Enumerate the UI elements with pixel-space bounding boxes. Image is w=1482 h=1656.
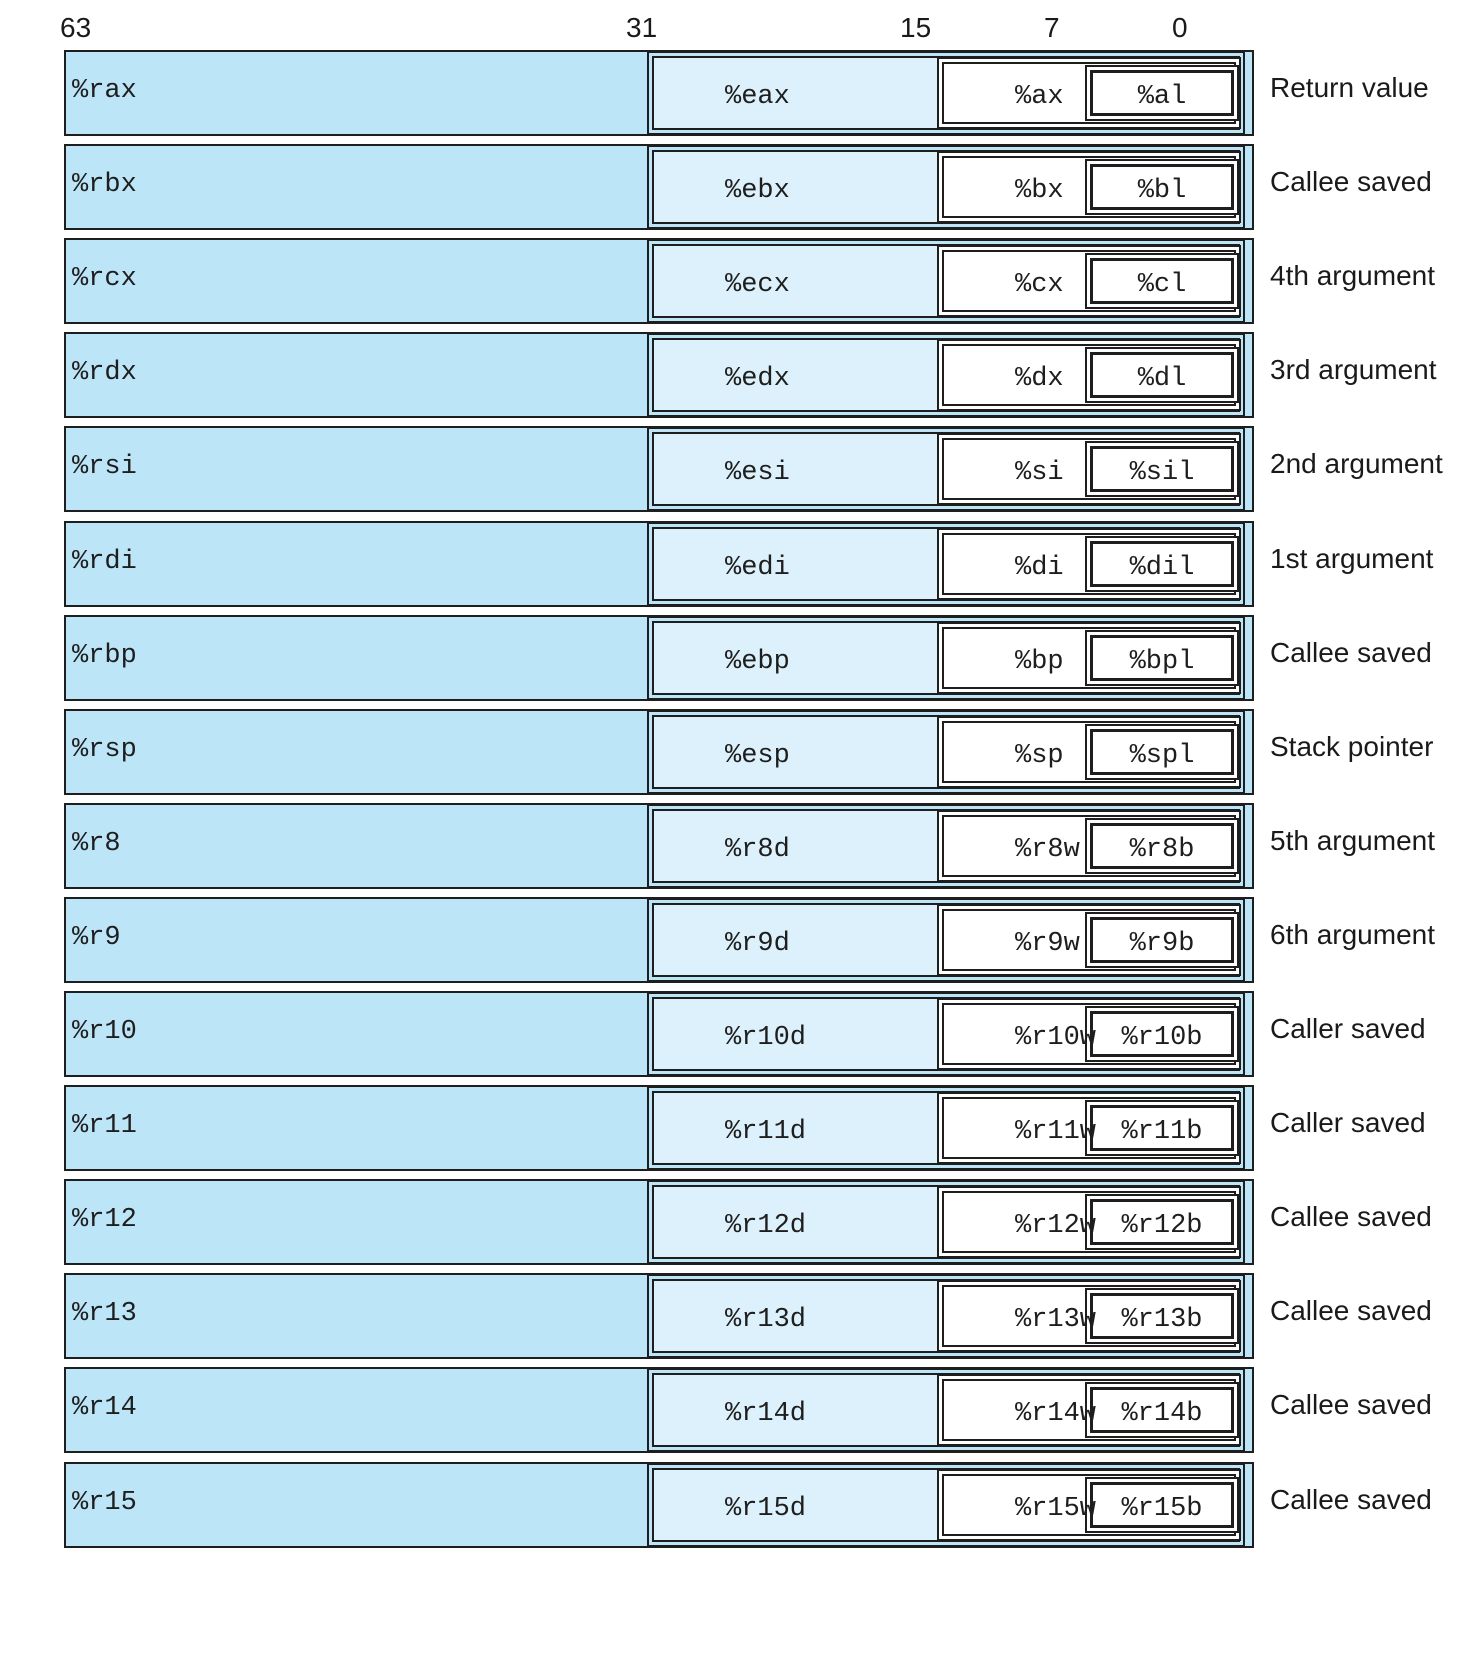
register-32-name: %eax (725, 82, 790, 112)
register-8-name: %r8b (1129, 835, 1195, 865)
register-usage-label: 4th argument (1270, 260, 1435, 291)
register-usage-label: 6th argument (1270, 919, 1435, 950)
bit-label: 0 (1172, 12, 1188, 43)
register-32-name: %r13d (725, 1305, 807, 1335)
register-64-name: %rdi (72, 547, 137, 577)
register-8-name: %spl (1129, 741, 1195, 771)
register-32-name: %ecx (725, 270, 790, 300)
register-16-name: %r14w (1015, 1399, 1097, 1429)
register-32-name: %r14d (725, 1399, 807, 1429)
register-64-name: %r11 (72, 1111, 137, 1141)
register-8-name: %r11b (1121, 1117, 1203, 1147)
register-row (64, 521, 1434, 607)
register-row (64, 1085, 1426, 1171)
register-16-name: %r8w (1015, 835, 1080, 865)
register-usage-label: 3rd argument (1270, 354, 1437, 385)
register-row (64, 1367, 1432, 1453)
register-16-name: %si (1015, 458, 1064, 488)
register-usage-label: Return value (1270, 72, 1429, 103)
register-16-name: %dx (1015, 364, 1064, 394)
register-row (64, 1462, 1432, 1548)
register-64-name: %rcx (72, 264, 137, 294)
register-32-name: %r12d (725, 1211, 807, 1241)
register-row (64, 615, 1432, 701)
register-8-name: %r15b (1121, 1494, 1203, 1524)
register-usage-label: Callee saved (1270, 1201, 1432, 1232)
register-32-name: %ebp (725, 647, 790, 677)
register-16-name: %r10w (1015, 1023, 1097, 1053)
register-usage-label: Callee saved (1270, 166, 1432, 197)
register-8-name: %r9b (1129, 929, 1195, 959)
register-8-name: %bpl (1129, 647, 1195, 677)
register-32-name: %edi (725, 553, 790, 583)
register-8-name: %r10b (1121, 1023, 1203, 1053)
register-64-name: %r8 (72, 829, 121, 859)
register-8-name: %dl (1137, 364, 1187, 394)
register-16-name: %cx (1015, 270, 1064, 300)
register-64-name: %rbp (72, 641, 137, 671)
register-8-name: %bl (1137, 176, 1187, 206)
register-row (64, 991, 1426, 1077)
register-64-name: %r9 (72, 923, 121, 953)
register-8-name: %r14b (1121, 1399, 1203, 1429)
register-row (64, 897, 1435, 983)
register-16-name: %r11w (1015, 1117, 1097, 1147)
register-row (64, 50, 1429, 136)
register-16-name: %r9w (1015, 929, 1080, 959)
register-64-name: %rsp (72, 735, 137, 765)
register-64-name: %r13 (72, 1299, 137, 1329)
register-row (64, 1179, 1432, 1265)
register-row (64, 1273, 1432, 1359)
register-8-name: %r12b (1121, 1211, 1203, 1241)
register-row (64, 803, 1435, 889)
register-32-name: %esp (725, 741, 790, 771)
register-32-name: %esi (725, 458, 790, 488)
bit-label: 15 (900, 12, 932, 43)
register-usage-label: Callee saved (1270, 1295, 1432, 1326)
register-16-name: %bp (1015, 647, 1064, 677)
register-32-name: %r9d (725, 929, 790, 959)
register-64-name: %rsi (72, 452, 137, 482)
register-32-name: %r15d (725, 1494, 807, 1524)
register-16-name: %bx (1015, 176, 1064, 206)
register-row (64, 709, 1434, 795)
register-8-name: %r13b (1121, 1305, 1203, 1335)
register-32-name: %edx (725, 364, 790, 394)
register-16-name: %r15w (1015, 1494, 1097, 1524)
register-row (64, 144, 1432, 230)
register-64-name: %rdx (72, 358, 137, 388)
register-usage-label: Callee saved (1270, 1389, 1432, 1420)
register-32-name: %r11d (725, 1117, 807, 1147)
register-usage-label: 1st argument (1270, 543, 1434, 574)
register-8-name: %cl (1137, 270, 1187, 300)
register-row (64, 238, 1435, 324)
register-16-name: %r13w (1015, 1305, 1097, 1335)
register-64-name: %rax (72, 76, 137, 106)
register-usage-label: Caller saved (1270, 1013, 1426, 1044)
register-8-name: %sil (1129, 458, 1195, 488)
register-row (64, 332, 1437, 418)
register-64-name: %rbx (72, 170, 137, 200)
register-8-name: %dil (1129, 553, 1195, 583)
register-8-name: %al (1137, 82, 1187, 112)
register-64-name: %r15 (72, 1488, 137, 1518)
register-32-name: %r8d (725, 835, 790, 865)
register-usage-label: Caller saved (1270, 1107, 1426, 1138)
register-usage-label: 2nd argument (1270, 448, 1443, 479)
register-usage-label: Callee saved (1270, 1484, 1432, 1515)
register-16-name: %r12w (1015, 1211, 1097, 1241)
register-32-name: %r10d (725, 1023, 807, 1053)
bit-label: 63 (60, 12, 92, 43)
bit-label: 31 (626, 12, 658, 43)
register-usage-label: Callee saved (1270, 637, 1432, 668)
register-64-name: %r14 (72, 1393, 137, 1423)
register-usage-label: 5th argument (1270, 825, 1435, 856)
register-usage-label: Stack pointer (1270, 731, 1434, 762)
register-16-name: %di (1015, 553, 1064, 583)
register-16-name: %sp (1015, 741, 1064, 771)
register-32-name: %ebx (725, 176, 790, 206)
register-64-name: %r12 (72, 1205, 137, 1235)
register-64-name: %r10 (72, 1017, 137, 1047)
register-row (64, 426, 1443, 512)
bit-label: 7 (1044, 12, 1060, 43)
register-16-name: %ax (1015, 82, 1064, 112)
